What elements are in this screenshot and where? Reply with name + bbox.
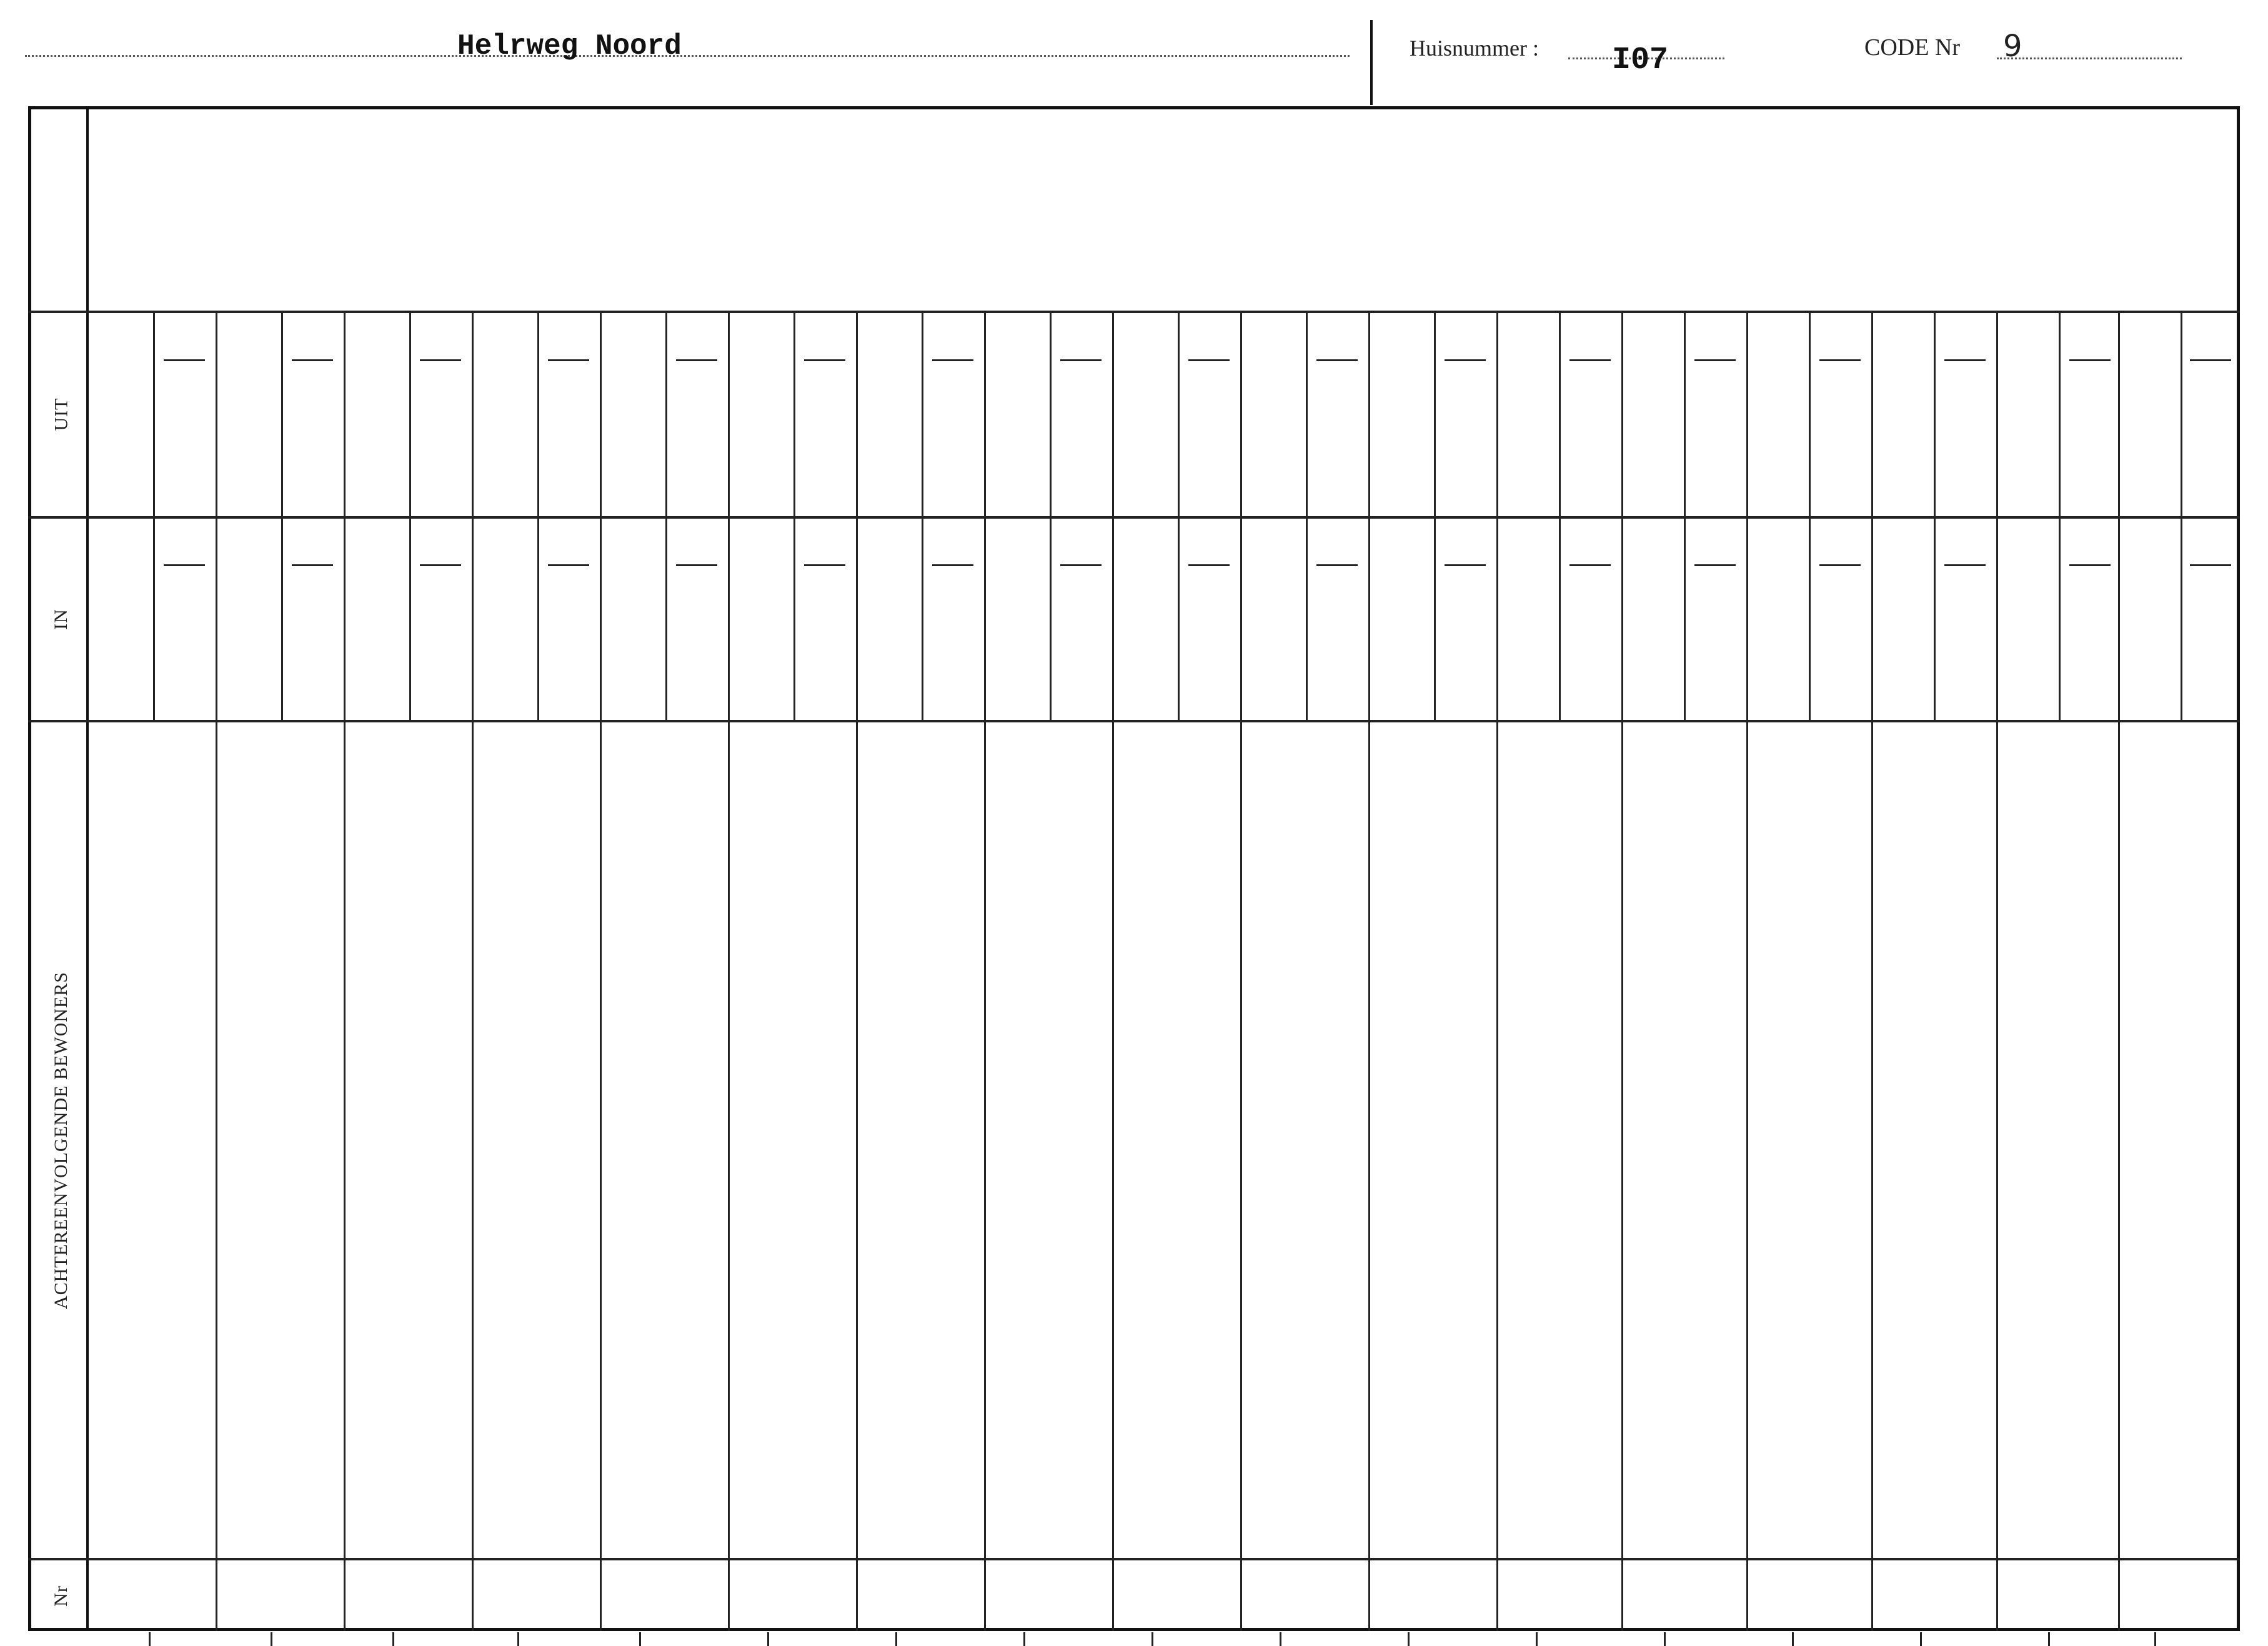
bottom-tick (1408, 1632, 1410, 1646)
uit-dash (1445, 359, 1486, 361)
in-dash (1569, 564, 1611, 566)
uit-dash (1944, 359, 1986, 361)
code-label: CODE Nr (1864, 34, 1961, 61)
register-table-frame (28, 106, 2240, 1631)
sub-column-divider (1178, 312, 1180, 720)
uit-dash (292, 359, 333, 361)
in-dash (804, 564, 845, 566)
sub-column-divider (1684, 312, 1686, 720)
bottom-tick (517, 1632, 519, 1646)
column-divider (216, 312, 217, 1631)
in-dash (1819, 564, 1861, 566)
sub-column-divider (2059, 312, 2061, 720)
uit-dash (420, 359, 461, 361)
uit-dash (1316, 359, 1358, 361)
bottom-tick (1536, 1632, 1538, 1646)
uit-dash (1819, 359, 1861, 361)
in-dash (292, 564, 333, 566)
row-label-in: IN (51, 609, 71, 630)
column-divider (1871, 312, 1873, 1631)
row-label-uit: UIT (50, 397, 71, 431)
in-dash (1694, 564, 1736, 566)
sub-column-divider (2181, 312, 2182, 720)
in-dash (1445, 564, 1486, 566)
column-divider (728, 312, 730, 1631)
sub-column-divider (1559, 312, 1561, 720)
sub-column-divider (665, 312, 667, 720)
bottom-tick (767, 1632, 769, 1646)
sub-column-divider (793, 312, 795, 720)
residents-row-bottom-line (28, 1558, 2240, 1560)
column-divider (984, 312, 986, 1631)
uit-dash (804, 359, 845, 361)
uit-row-bottom-line (28, 516, 2240, 519)
in-dash (1944, 564, 1986, 566)
in-dash (164, 564, 205, 566)
bottom-tick (149, 1632, 151, 1646)
street-name: Helrweg Noord (457, 30, 682, 62)
in-dash (1316, 564, 1358, 566)
uit-dash (1188, 359, 1230, 361)
sub-column-divider (1809, 312, 1811, 720)
column-divider (1368, 312, 1370, 1631)
header-divider (1370, 20, 1373, 105)
sub-column-divider (1434, 312, 1436, 720)
column-divider (1621, 312, 1623, 1631)
uit-dash (548, 359, 589, 361)
bottom-tick (1792, 1632, 1794, 1646)
sub-column-divider (153, 312, 155, 720)
column-divider (856, 312, 858, 1631)
bottom-tick (1151, 1632, 1153, 1646)
bottom-tick (1920, 1632, 1922, 1646)
uit-dash (164, 359, 205, 361)
code-dotted-line (1997, 57, 2182, 59)
in-dash (1060, 564, 1102, 566)
house-number-value: I07 (1612, 42, 1669, 78)
bottom-tick (2154, 1632, 2156, 1646)
sub-column-divider (537, 312, 539, 720)
in-dash (1188, 564, 1230, 566)
uit-dash (676, 359, 717, 361)
sub-column-divider (1050, 312, 1052, 720)
column-divider (472, 312, 474, 1631)
in-dash (676, 564, 717, 566)
bottom-tick (639, 1632, 641, 1646)
uit-dash (2069, 359, 2111, 361)
sub-column-divider (281, 312, 283, 720)
uit-dash (1694, 359, 1736, 361)
row-label-residents: ACHTEREENVOLGENDE BEWONERS (51, 971, 71, 1309)
sub-column-divider (1306, 312, 1308, 720)
bottom-tick (392, 1632, 394, 1646)
row-label-nr: Nr (51, 1585, 71, 1607)
in-dash (548, 564, 589, 566)
column-divider (600, 312, 602, 1631)
bottom-tick (1664, 1632, 1666, 1646)
sub-column-divider (409, 312, 411, 720)
column-divider (1996, 312, 1998, 1631)
uit-dash (932, 359, 973, 361)
in-dash (2190, 564, 2231, 566)
uit-dash (1060, 359, 1102, 361)
bottom-tick (1280, 1632, 1281, 1646)
column-divider (2118, 312, 2120, 1631)
in-row-bottom-line (28, 720, 2240, 722)
house-number-label: Huisnummer : (1410, 36, 1539, 61)
sub-column-divider (922, 312, 923, 720)
in-dash (932, 564, 973, 566)
sub-column-divider (1934, 312, 1936, 720)
bottom-tick (271, 1632, 272, 1646)
bottom-tick (2048, 1632, 2050, 1646)
column-divider (344, 312, 346, 1631)
column-divider (1496, 312, 1498, 1631)
in-dash (420, 564, 461, 566)
label-column-divider (86, 107, 89, 1630)
bottom-tick (895, 1632, 897, 1646)
in-dash (2069, 564, 2111, 566)
uit-dash (2190, 359, 2231, 361)
bottom-tick (1023, 1632, 1025, 1646)
code-value: 9 (2003, 29, 2022, 64)
column-divider (1240, 312, 1242, 1631)
column-divider (1112, 312, 1114, 1631)
street-dotted-line (25, 55, 1350, 57)
top-area-bottom-line (28, 311, 2240, 313)
uit-dash (1569, 359, 1611, 361)
column-divider (1746, 312, 1748, 1631)
